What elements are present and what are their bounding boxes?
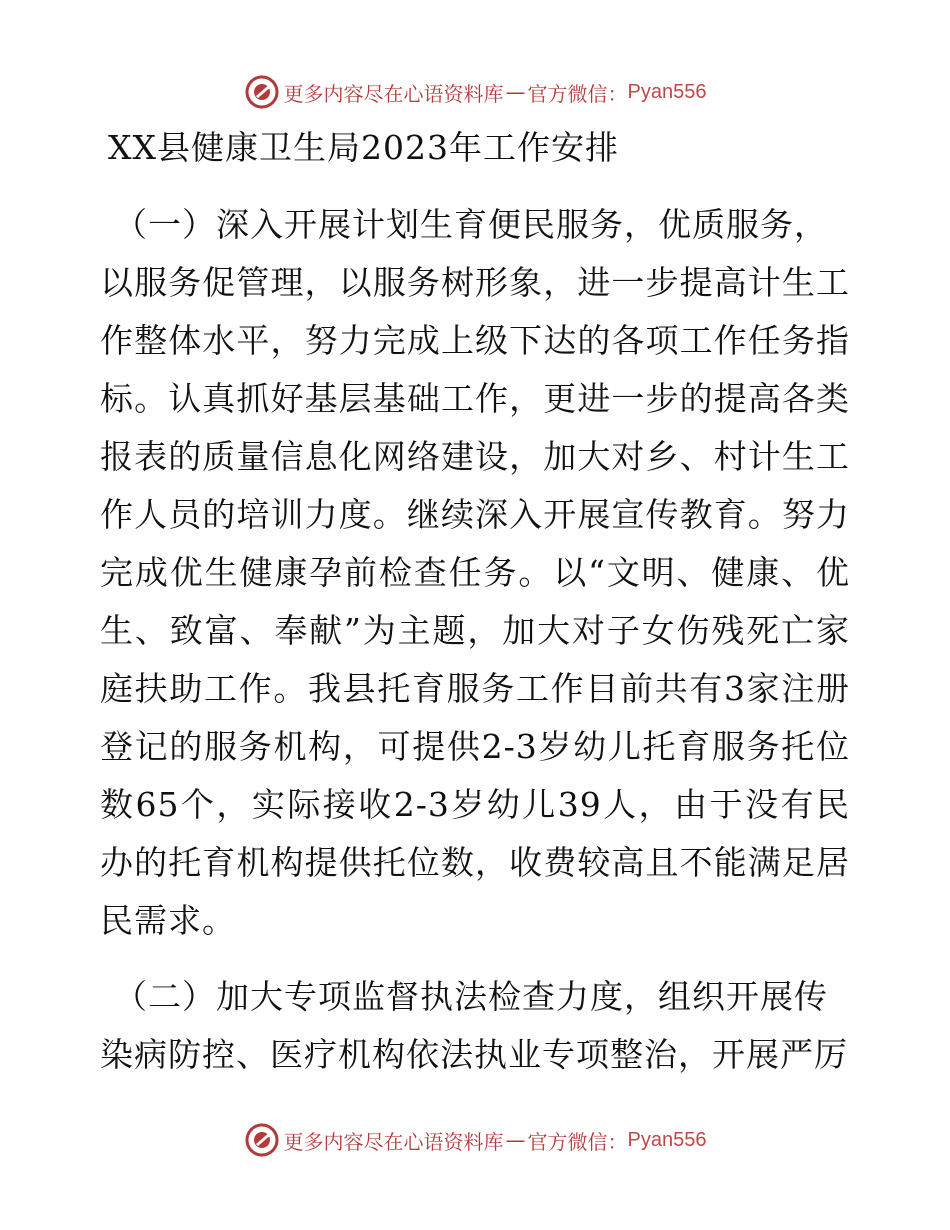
watermark-handle: Pyan556 — [627, 1128, 707, 1151]
paragraph-2-body: 染病防控、医疗机构依法执业专项整治，开展严厉 — [100, 1035, 848, 1074]
watermark-logo-icon — [244, 74, 280, 110]
watermark-banner-top — [0, 72, 950, 112]
document-title: XX县健康卫生局2023年工作安排 — [108, 128, 619, 167]
paragraph-1 — [100, 196, 850, 950]
watermark-text: 更多内容尽在心语资料库 — [283, 81, 504, 106]
watermark-banner-bottom — [0, 1120, 950, 1160]
watermark-separator: — — [505, 1128, 526, 1152]
watermark-handle: Pyan556 — [627, 80, 707, 103]
paragraph-2 — [100, 968, 850, 1084]
watermark-text: 更多内容尽在心语资料库 — [283, 1129, 504, 1154]
watermark-logo-icon — [244, 1122, 280, 1158]
watermark-wechat-label: 官方微信： — [527, 1129, 628, 1154]
watermark-separator: — — [505, 80, 526, 104]
paragraph-2-first-line: （二）加大专项监督执法检查力度，组织开展传 — [114, 977, 828, 1016]
watermark-wechat-label: 官方微信： — [527, 81, 628, 106]
paragraph-1-body: 以服务促管理，以服务树形象，进一步提高计生工作整体水平，努力完成上级下达的各项工作任务指标。认真抓好基层基础工作，更进一步的提高各类报表的质量信息化网络建设，加大对乡、村计生工作人员的培训力度。继续深入开展宣传教育。努力完成优生健康孕前检查任务。以“文明、健康、优生、致富、奉献”为主题，加大对子女伤残死亡家庭扶助工作。我县托育服务工作目前共有3家注册登记的服务机构，可提供2-3岁幼儿托育服务托位数65个，实际接收2-3岁幼儿39人，由于没有民办的托育机构提供托位数，收费较高且不能满足居民需求。 — [100, 263, 850, 940]
paragraph-1-first-line: （一）深入开展计划生育便民服务，优质服务， — [114, 205, 828, 244]
